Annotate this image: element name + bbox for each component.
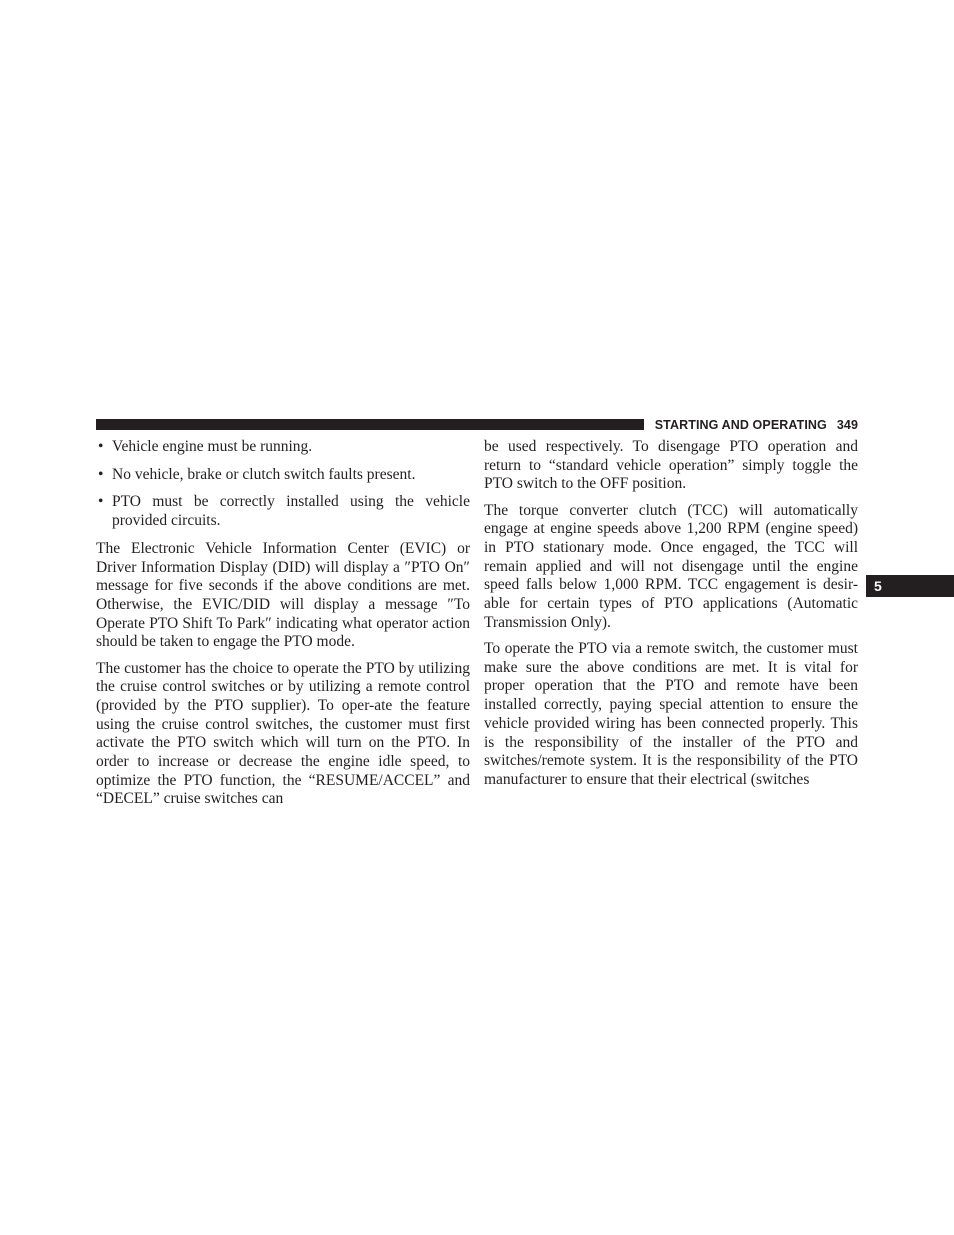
running-header [655, 417, 858, 433]
paragraph-disengage: be used respectively. To disengage PTO operation and return to “standard vehicle operation” simply toggle the PTO switch to the OFF position. [484, 438, 858, 493]
page-number: 349 [836, 418, 858, 432]
list-item: • Vehicle engine must be running. [98, 438, 313, 455]
header-rule [96, 419, 644, 430]
chapter-tab: 5 [866, 575, 954, 597]
paragraph-tcc: The torque converter clutch (TCC) will automatically engage at engine speeds above 1,200 RPM (engine speed) in PTO stationary mode. Once engaged, the TCC will remain applied and will not disengage until the engine speed falls below 1,000 RPM. TCC engagement is desir-able for certain types of PTO applications (Automatic Transmission Only). [484, 501, 858, 631]
conditions-list [96, 438, 470, 531]
bullet-icon: • [98, 465, 104, 483]
left-column [96, 438, 470, 817]
bullet-icon: • [98, 493, 104, 511]
list-item: • No vehicle, brake or clutch switch faults present. [98, 465, 416, 483]
paragraph-remote-switch: To operate the PTO via a remote switch, the customer must make sure the above conditions are met. It is vital for proper operation that the PTO and remote have been installed correctly, paying special attention to ensure the vehicle provided wiring has been connected properly. This is the responsibility of the installer of the PTO and switches/remote system. It is the responsibility of the PTO manufacturer to ensure that their electrical (switches [484, 640, 858, 788]
paragraph-evic: The Electronic Vehicle Information Center (EVIC) or Driver Information Display (DID) will display a ″PTO On″ message for five seconds if the above conditions are met. Otherwise, the EVIC/DID will display a message ″To Operate PTO Shift To Park″ indicating what operator action should be taken to engage the PTO mode. [96, 539, 470, 651]
right-column [484, 438, 858, 797]
section-title: STARTING AND OPERATING [654, 418, 827, 432]
bullet-icon: • [98, 438, 104, 455]
paragraph-cruise-control: The customer has the choice to operate the PTO by utilizing the cruise control switches or by utilizing a remote control (provided by the PTO supplier). To oper-ate the feature using the cruise control switches, the customer must first activate the PTO switch which will turn on the PTO. In order to increase or decrease the engine idle speed, to optimize the PTO function, the “RESUME/ACCEL” and “DECEL” cruise switches can [96, 659, 470, 808]
list-item: • PTO must be correctly installed using the vehicle provided circuits. [98, 493, 470, 530]
